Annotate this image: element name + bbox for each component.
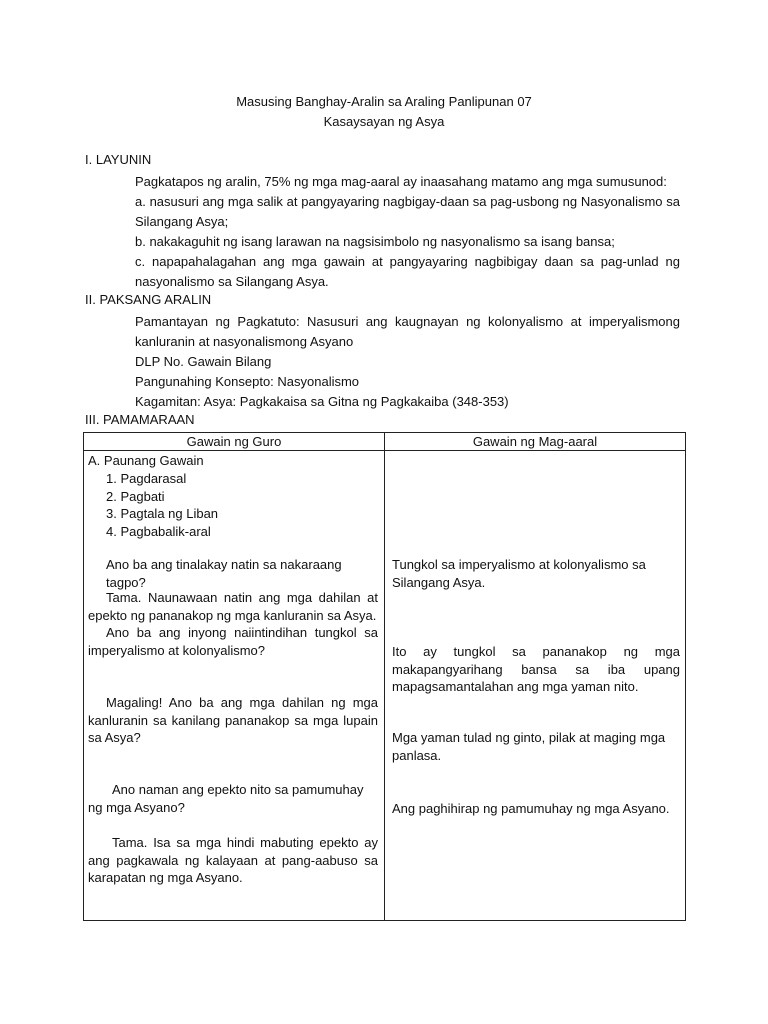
list-item: 1. Pagdarasal: [106, 471, 187, 486]
guro-question-3: Ano ba ang inyong naiintindihan tungkol sa imperyalismo at kolonyalismo?: [88, 625, 378, 658]
column-header-guro: Gawain ng Guro: [84, 433, 385, 451]
layunin-item-b: b. nakakaguhit ng isang larawan na nagsisimbolo ng nasyonalismo sa isang bansa;: [135, 234, 615, 249]
lesson-procedure-table: [83, 432, 686, 921]
dlp-text: DLP No. Gawain Bilang: [135, 354, 272, 369]
layunin-intro: Pagkatapos ng aralin, 75% ng mga mag-aaral ay inaasahang matamo ang mga sumusunod:: [135, 174, 667, 189]
list-item: 3. Pagtala ng Liban: [106, 506, 219, 521]
mag-aaral-answer-3: Mga yaman tulad ng ginto, pilak at maging mga panlasa.: [392, 730, 666, 763]
guro-column-cell: [84, 451, 385, 921]
mag-aaral-column-cell: [385, 451, 686, 921]
layunin-item-a: a. nasusuri ang mga salik at pangyayaring nagbigay-daan sa pag-usbong ng Nasyonalismo sa Silangang Asya;: [135, 194, 680, 229]
guro-question-1: Ano ba ang tinalakay natin sa nakaraang tagpo?: [106, 557, 342, 590]
guro-question-5: Ano naman ang epekto nito sa pamumuhay ng mga Asyano?: [88, 782, 364, 815]
pamantayan-text: Pamantayan ng Pagkatuto: Nasusuri ang kaugnayan ng kolonyalismo at imperyalismong kanluranin at nasyonalismong Asyano: [135, 314, 680, 349]
paunang-gawain-label: A. Paunang Gawain: [88, 453, 204, 468]
document-title: Masusing Banghay-Aralin sa Araling Panlipunan 07: [236, 94, 532, 109]
mag-aaral-answer-2: Ito ay tungkol sa pananakop ng mga makapangyarihang bansa sa iba upang mapagsamantalahan ang mga yaman nito.: [392, 644, 680, 694]
table-row: [84, 451, 686, 921]
column-header-mag-aaral: Gawain ng Mag-aaral: [385, 433, 686, 451]
section-heading-pamamaraan: III. PAMAMARAAN: [85, 412, 195, 427]
konsepto-text: Pangunahing Konsepto: Nasyonalismo: [135, 374, 360, 389]
kagamitan-text: Kagamitan: Asya: Pagkakaisa sa Gitna ng Pagkakaiba (348-353): [135, 394, 509, 409]
document-subtitle: Kasaysayan ng Asya: [323, 114, 445, 129]
section-heading-paksang-aralin: II. PAKSANG ARALIN: [85, 292, 212, 307]
guro-response-2: Tama. Naunawaan natin ang mga dahilan at epekto ng pananakop ng mga kanluranin sa Asya.: [88, 590, 378, 623]
layunin-item-c: c. napapahalagahan ang mga gawain at pangyayaring nagbibigay daan sa pag-unlad ng nasyonalismo sa Silangang Asya.: [135, 254, 680, 289]
mag-aaral-answer-1: Tungkol sa imperyalismo at kolonyalismo sa Silangang Asya.: [392, 557, 646, 590]
guro-question-4: Magaling! Ano ba ang mga dahilan ng mga kanluranin sa kanilang pananakop sa mga lupain sa Asya?: [88, 695, 378, 745]
paunang-gawain-steps: [106, 470, 366, 540]
mag-aaral-answer-4: Ang paghihirap ng pamumuhay ng mga Asyano.: [392, 801, 670, 816]
section-heading-layunin: I. LAYUNIN: [85, 152, 152, 167]
guro-response-6: Tama. Isa sa mga hindi mabuting epekto ay ang pagkawala ng kalayaan at pang-aabuso sa karapatan ng mga Asyano.: [88, 835, 378, 885]
table-header-row: [84, 433, 686, 451]
list-item: 2. Pagbati: [106, 488, 165, 504]
list-item: 4. Pagbabalik-aral: [106, 523, 211, 539]
